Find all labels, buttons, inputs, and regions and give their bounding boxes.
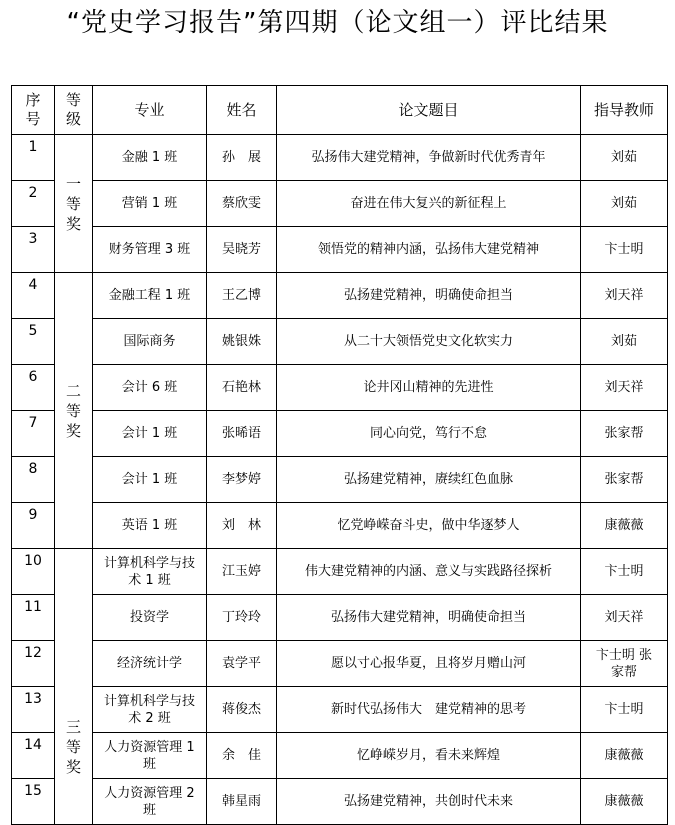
table-row (12, 503, 668, 549)
table-row (12, 733, 668, 779)
cell-seq: 14 (12, 733, 55, 779)
cell-seq: 2 (12, 181, 55, 227)
cell-name: 蔡欣雯 (207, 181, 277, 227)
cell-advisor: 张家帮 (581, 411, 668, 457)
table-row (12, 181, 668, 227)
cell-name: 江玉婷 (207, 549, 277, 595)
table-row (12, 227, 668, 273)
table-row (12, 273, 668, 319)
cell-advisor: 张家帮 (581, 457, 668, 503)
cell-major: 会计 6 班 (93, 365, 207, 411)
table-row (12, 365, 668, 411)
cell-name: 王乙博 (207, 273, 277, 319)
header-topic: 论文题目 (277, 86, 581, 135)
results-table (11, 85, 668, 825)
cell-major: 人力资源管理 2 班 (93, 779, 207, 825)
cell-name: 石艳林 (207, 365, 277, 411)
cell-seq: 12 (12, 641, 55, 687)
table-row (12, 135, 668, 181)
cell-advisor: 康薇薇 (581, 733, 668, 779)
cell-major: 计算机科学与技术 1 班 (93, 549, 207, 595)
cell-topic: 忆党峥嵘奋斗史，做中华逐梦人 (277, 503, 581, 549)
table-row (12, 641, 668, 687)
cell-major: 人力资源管理 1 班 (93, 733, 207, 779)
table-row (12, 595, 668, 641)
page-title: “党史学习报告”第四期（论文组一）评比结果 (66, 8, 609, 38)
cell-topic: 弘扬建党精神，共创时代未来 (277, 779, 581, 825)
cell-seq: 4 (12, 273, 55, 319)
cell-name: 丁玲玲 (207, 595, 277, 641)
cell-advisor: 康薇薇 (581, 779, 668, 825)
cell-name: 蒋俊杰 (207, 687, 277, 733)
cell-major: 英语 1 班 (93, 503, 207, 549)
grade-first-prize (55, 135, 93, 273)
grade-second-prize (55, 273, 93, 549)
table-row (12, 549, 668, 595)
table-row (12, 319, 668, 365)
cell-seq: 3 (12, 227, 55, 273)
table-header-row (12, 86, 668, 135)
cell-name: 余 佳 (207, 733, 277, 779)
cell-major: 会计 1 班 (93, 457, 207, 503)
cell-name: 韩星雨 (207, 779, 277, 825)
cell-topic: 领悟党的精神内涵，弘扬伟大建党精神 (277, 227, 581, 273)
cell-advisor: 刘天祥 (581, 595, 668, 641)
cell-topic: 弘扬伟大建党精神，争做新时代优秀青年 (277, 135, 581, 181)
cell-seq: 10 (12, 549, 55, 595)
grade-label: 一等奖 (66, 174, 82, 233)
cell-advisor: 康薇薇 (581, 503, 668, 549)
header-seq: 序号 (12, 86, 55, 135)
cell-advisor: 卞士明 (581, 227, 668, 273)
cell-topic: 论井冈山精神的先进性 (277, 365, 581, 411)
cell-advisor: 刘茹 (581, 135, 668, 181)
cell-major: 经济统计学 (93, 641, 207, 687)
cell-advisor: 卞士明 (581, 549, 668, 595)
cell-topic: 伟大建党精神的内涵、意义与实践路径探析 (277, 549, 581, 595)
table-row (12, 457, 668, 503)
cell-major: 金融工程 1 班 (93, 273, 207, 319)
grade-label: 二等奖 (66, 381, 82, 440)
cell-topic: 弘扬建党精神，赓续红色血脉 (277, 457, 581, 503)
cell-advisor: 卞士明 (581, 687, 668, 733)
cell-advisor: 刘茹 (581, 319, 668, 365)
cell-major: 会计 1 班 (93, 411, 207, 457)
grade-label: 三等奖 (66, 717, 82, 776)
cell-major: 投资学 (93, 595, 207, 641)
header-grade: 等级 (55, 86, 93, 135)
cell-seq: 11 (12, 595, 55, 641)
cell-seq: 15 (12, 779, 55, 825)
cell-major: 营销 1 班 (93, 181, 207, 227)
cell-major: 计算机科学与技术 2 班 (93, 687, 207, 733)
table-row (12, 411, 668, 457)
cell-major: 财务管理 3 班 (93, 227, 207, 273)
cell-topic: 奋进在伟大复兴的新征程上 (277, 181, 581, 227)
cell-topic: 忆峥嵘岁月，看未来辉煌 (277, 733, 581, 779)
cell-topic: 从二十大领悟党史文化软实力 (277, 319, 581, 365)
cell-seq: 6 (12, 365, 55, 411)
cell-seq: 1 (12, 135, 55, 181)
header-name: 姓名 (207, 86, 277, 135)
cell-topic: 弘扬伟大建党精神，明确使命担当 (277, 595, 581, 641)
cell-seq: 7 (12, 411, 55, 457)
cell-topic: 弘扬建党精神，明确使命担当 (277, 273, 581, 319)
cell-name: 张晞语 (207, 411, 277, 457)
cell-seq: 8 (12, 457, 55, 503)
table-row (12, 687, 668, 733)
cell-seq: 5 (12, 319, 55, 365)
cell-name: 李梦婷 (207, 457, 277, 503)
cell-topic: 愿以寸心报华夏，且将岁月赠山河 (277, 641, 581, 687)
grade-third-prize (55, 549, 93, 825)
cell-major: 金融 1 班 (93, 135, 207, 181)
cell-name: 吴晓芳 (207, 227, 277, 273)
cell-major: 国际商务 (93, 319, 207, 365)
cell-name: 袁学平 (207, 641, 277, 687)
cell-name: 孙 展 (207, 135, 277, 181)
table-row (12, 779, 668, 825)
cell-topic: 新时代弘扬伟大 建党精神的思考 (277, 687, 581, 733)
cell-advisor: 卞士明 张家帮 (581, 641, 668, 687)
header-advisor: 指导教师 (581, 86, 668, 135)
header-major: 专业 (93, 86, 207, 135)
cell-advisor: 刘茹 (581, 181, 668, 227)
cell-advisor: 刘天祥 (581, 365, 668, 411)
cell-seq: 13 (12, 687, 55, 733)
cell-topic: 同心向党，笃行不怠 (277, 411, 581, 457)
cell-name: 姚银姝 (207, 319, 277, 365)
cell-seq: 9 (12, 503, 55, 549)
cell-advisor: 刘天祥 (581, 273, 668, 319)
cell-name: 刘 林 (207, 503, 277, 549)
